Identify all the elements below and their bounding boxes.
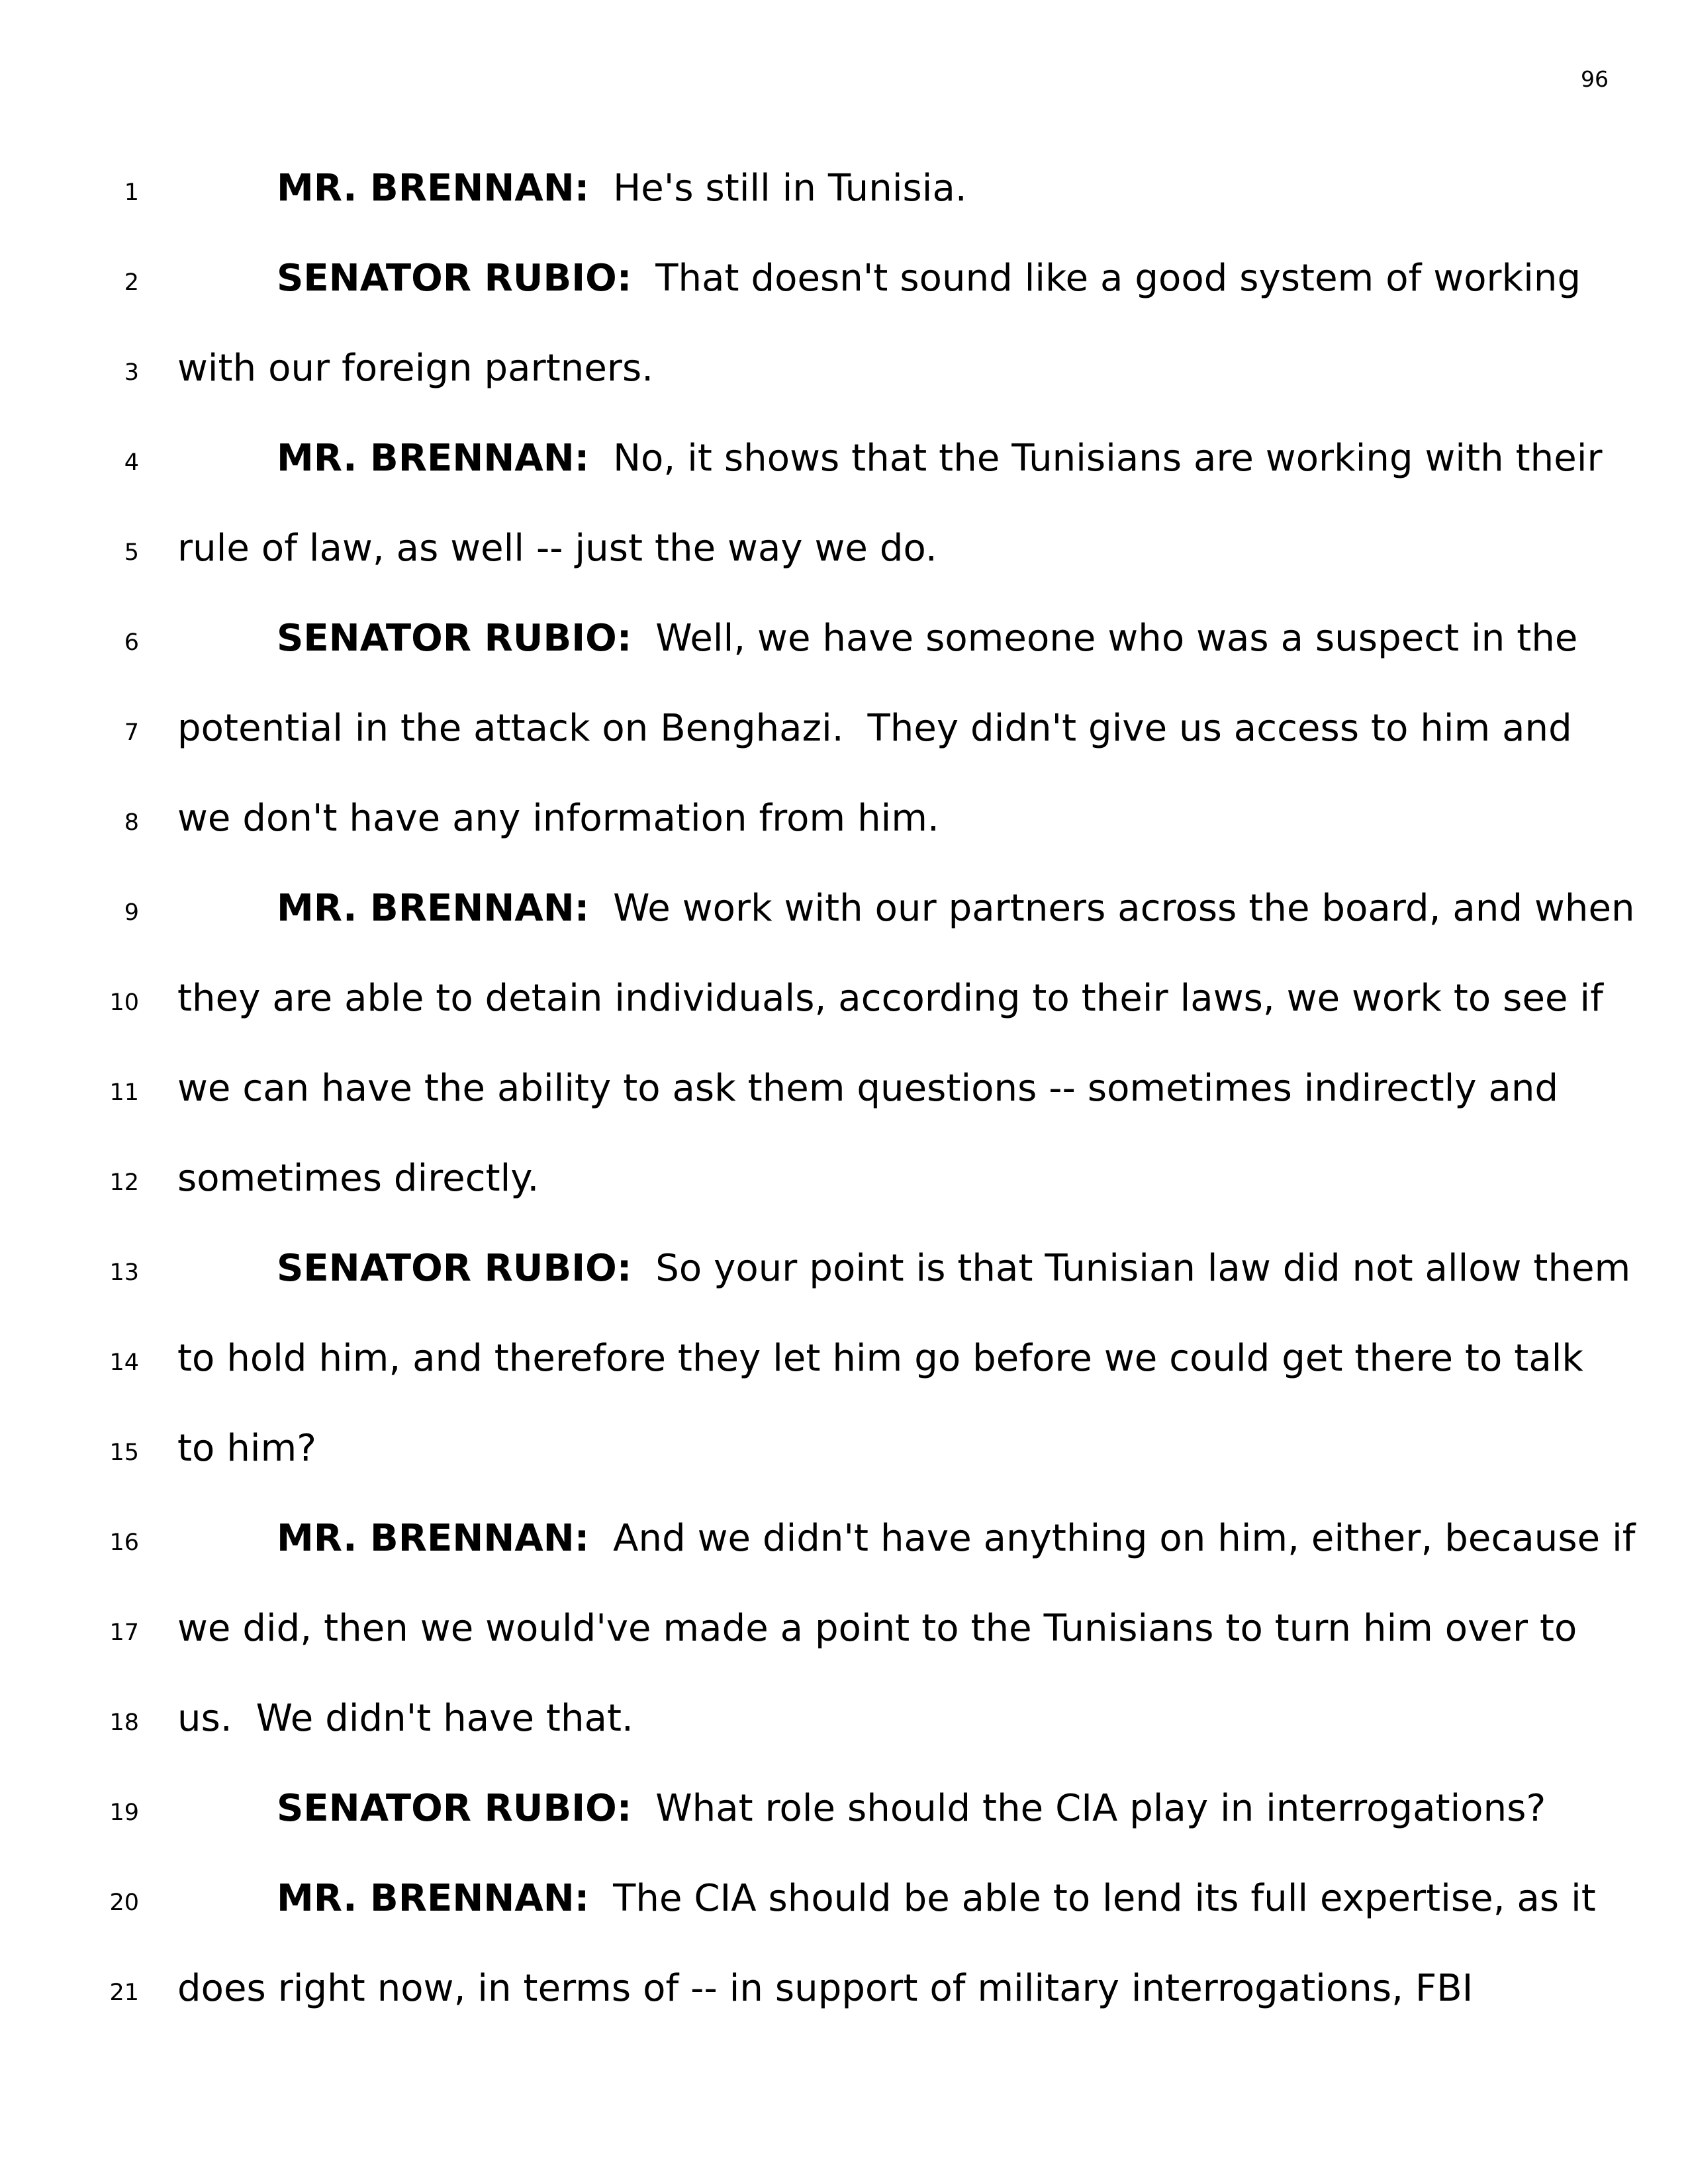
speaker-label: SENATOR RUBIO:: [277, 617, 632, 660]
speaker-label: SENATOR RUBIO:: [277, 1247, 632, 1290]
speech-text: to hold him, and therefore they let him go before we could get there to talk: [177, 1337, 1583, 1380]
line-text: [177, 346, 653, 391]
speech-text: No, it shows that the Tunisians are working with their: [589, 437, 1603, 480]
speech-text: What role should the CIA play in interrogations?: [632, 1787, 1546, 1830]
line-number: 13: [109, 1259, 139, 1286]
transcript-line: [0, 156, 1688, 246]
line-text: [177, 1966, 1473, 2011]
line-number: 3: [124, 359, 139, 386]
speech-text: we don't have any information from him.: [177, 797, 939, 840]
speech-text: us. We didn't have that.: [177, 1697, 633, 1740]
transcript-line: [0, 1686, 1688, 1776]
speech-text: We work with our partners across the board, and when: [589, 887, 1635, 930]
transcript-line: [0, 1596, 1688, 1686]
line-number: 16: [109, 1529, 139, 1556]
speaker-label: SENATOR RUBIO:: [277, 1787, 632, 1830]
line-number: 1: [124, 179, 139, 206]
transcript-line: [0, 966, 1688, 1056]
line-number: 17: [109, 1619, 139, 1646]
line-text: [277, 616, 1577, 661]
transcript-line: [0, 1866, 1688, 1956]
transcript-line: [0, 1326, 1688, 1416]
line-text: [177, 1156, 539, 1201]
speech-text: rule of law, as well -- just the way we do.: [177, 527, 937, 570]
line-text: [277, 1246, 1630, 1291]
speech-text: they are able to detain individuals, according to their laws, we work to see if: [177, 977, 1603, 1020]
speech-text: And we didn't have anything on him, either, because if: [589, 1517, 1636, 1560]
speaker-label: SENATOR RUBIO:: [277, 257, 632, 300]
transcript-line: [0, 1506, 1688, 1596]
transcript-line: [0, 1416, 1688, 1506]
line-text: [177, 526, 937, 571]
transcript-line: [0, 1146, 1688, 1236]
transcript-line: [0, 606, 1688, 696]
speaker-label: MR. BRENNAN:: [277, 1517, 590, 1560]
line-number: 15: [109, 1439, 139, 1466]
line-text: [277, 886, 1635, 931]
transcript-line: [0, 696, 1688, 786]
line-text: [277, 166, 967, 211]
line-text: [277, 436, 1603, 481]
line-number: 8: [124, 809, 139, 836]
speaker-label: MR. BRENNAN:: [277, 887, 590, 930]
speech-text: with our foreign partners.: [177, 347, 654, 390]
line-text: [177, 1696, 633, 1741]
line-number: 9: [124, 899, 139, 926]
speech-text: to him?: [177, 1427, 317, 1470]
line-number: 2: [124, 269, 139, 296]
line-text: [277, 1786, 1546, 1831]
transcript-line: [0, 336, 1688, 426]
line-number: 5: [124, 539, 139, 566]
line-number: 14: [109, 1349, 139, 1376]
transcript-line: [0, 246, 1688, 336]
transcript-line: [0, 516, 1688, 606]
line-number: 21: [109, 1979, 139, 2006]
speaker-label: MR. BRENNAN:: [277, 437, 590, 480]
line-number: 20: [109, 1889, 139, 1916]
speech-text: we can have the ability to ask them questions -- sometimes indirectly and: [177, 1067, 1559, 1110]
line-text: [177, 1336, 1583, 1381]
transcript-body: [0, 156, 1688, 2046]
page-number: 96: [1581, 66, 1609, 92]
speech-text: sometimes directly.: [177, 1157, 539, 1200]
speech-text: So your point is that Tunisian law did not allow them: [632, 1247, 1631, 1290]
line-text: [277, 1516, 1636, 1561]
line-text: [277, 256, 1581, 301]
line-number: 7: [124, 719, 139, 746]
transcript-line: [0, 876, 1688, 966]
line-text: [177, 1606, 1577, 1651]
transcript-line: [0, 1236, 1688, 1326]
transcript-line: [0, 786, 1688, 876]
speech-text: Well, we have someone who was a suspect in the: [632, 617, 1578, 660]
line-number: 10: [109, 989, 139, 1016]
line-number: 18: [109, 1709, 139, 1736]
transcript-line: [0, 1956, 1688, 2046]
line-number: 19: [109, 1799, 139, 1826]
line-number: 4: [124, 449, 139, 476]
line-text: [177, 706, 1572, 751]
speech-text: we did, then we would've made a point to the Tunisians to turn him over to: [177, 1607, 1577, 1650]
speech-text: The CIA should be able to lend its full expertise, as it: [589, 1877, 1596, 1920]
transcript-line: [0, 426, 1688, 516]
line-number: 12: [109, 1169, 139, 1196]
speech-text: That doesn't sound like a good system of working: [632, 257, 1581, 300]
line-number: 11: [109, 1079, 139, 1106]
line-text: [177, 1066, 1558, 1111]
line-text: [277, 1876, 1596, 1921]
transcript-line: [0, 1776, 1688, 1866]
speech-text: potential in the attack on Benghazi. They didn't give us access to him and: [177, 707, 1572, 750]
line-text: [177, 976, 1603, 1021]
speaker-label: MR. BRENNAN:: [277, 167, 590, 210]
speech-text: He's still in Tunisia.: [589, 167, 967, 210]
line-number: 6: [124, 629, 139, 656]
speech-text: does right now, in terms of -- in support of military interrogations, FBI: [177, 1967, 1474, 2010]
line-text: [177, 1426, 316, 1471]
transcript-line: [0, 1056, 1688, 1146]
speaker-label: MR. BRENNAN:: [277, 1877, 590, 1920]
line-text: [177, 796, 939, 841]
